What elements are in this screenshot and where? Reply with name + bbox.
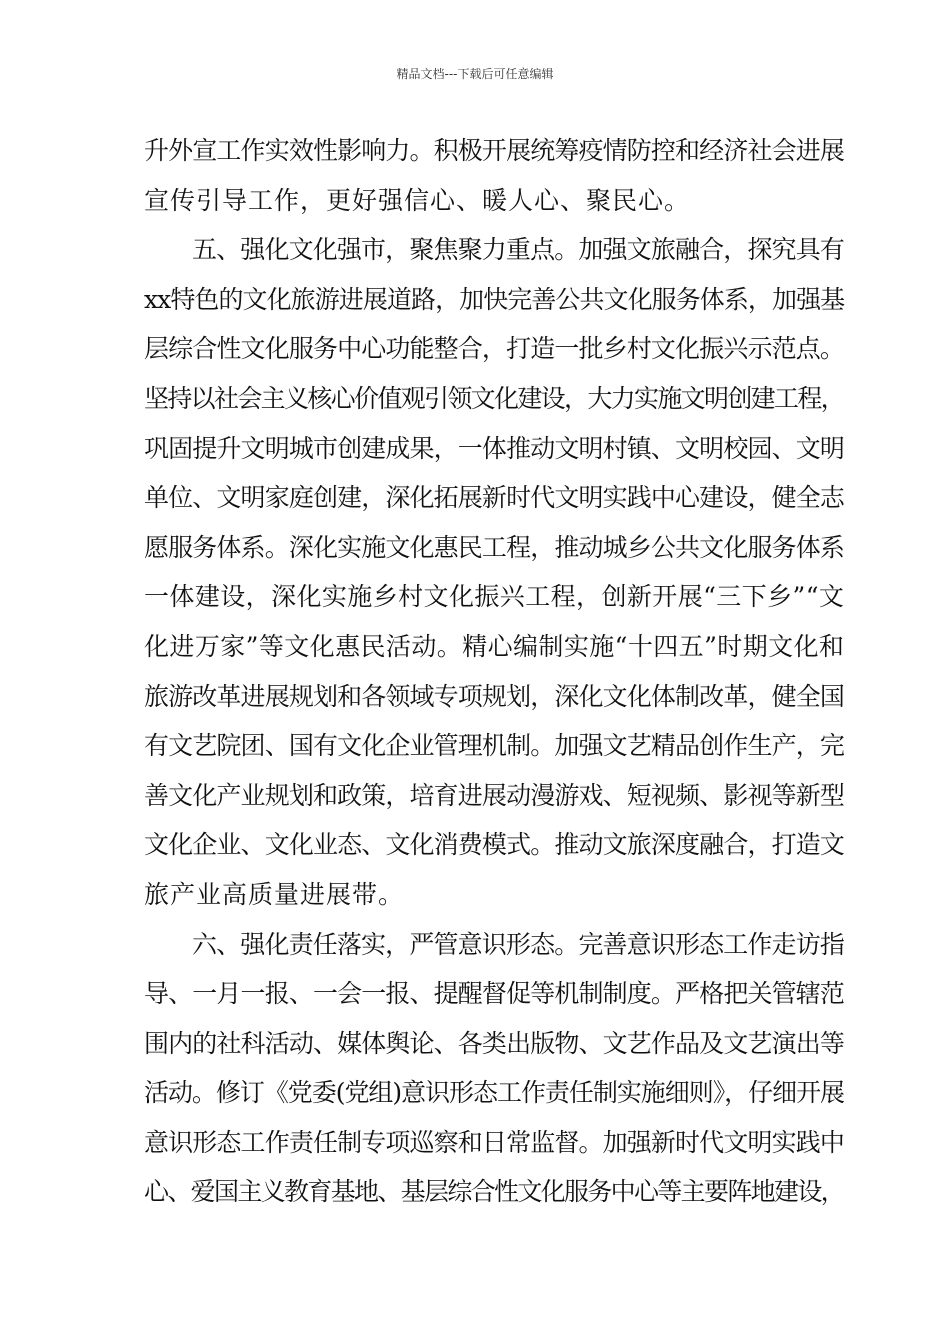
text-line-15: 文化企业、文化业态、文化消费模式。推动文旅深度融合，打造文 <box>144 830 845 860</box>
text-line-6: 坚持以社会主义核心价值观引领文化建设，大力实施文明创建工程， <box>144 383 845 413</box>
text-line-10: 一体建设，深化实施乡村文化振兴工程，创新开展“三下乡”“文 <box>144 582 845 612</box>
text-line-20: 活动。修订《党委(党组)意识形态工作责任制实施细则》，仔细开展 <box>144 1078 845 1108</box>
text-line-22: 心、爱国主义教育基地、基层综合性文化服务中心等主要阵地建设， <box>144 1177 845 1207</box>
text-line-2: 宣传引导工作，更好强信心、暖人心、聚民心。 <box>144 185 691 215</box>
text-line-11: 化进万家”等文化惠民活动。精心编制实施“十四五”时期文化和 <box>144 631 845 661</box>
text-line-12: 旅游改革进展规划和各领域专项规划，深化文化体制改革，健全国 <box>144 681 845 711</box>
text-line-19: 围内的社科活动、媒体舆论、各类出版物、文艺作品及文艺演出等 <box>144 1028 845 1058</box>
text-line-14: 善文化产业规划和政策，培育进展动漫游戏、短视频、影视等新型 <box>144 780 845 810</box>
text-line-8: 单位、文明家庭创建，深化拓展新时代文明实践中心建设，健全志 <box>144 483 845 513</box>
document-body <box>144 131 844 1222</box>
text-line-21: 意识形态工作责任制专项巡察和日常监督。加强新时代文明实践中 <box>144 1127 845 1157</box>
text-line-7: 巩固提升文明城市创建成果，一体推动文明村镇、文明校园、文明 <box>144 433 845 463</box>
paragraph-5-start: 五、强化文化强市，聚焦聚力重点。加强文旅融合，探究具有 <box>192 235 845 265</box>
text-line-9: 愿服务体系。深化实施文化惠民工程，推动城乡公共文化服务体系 <box>144 532 845 562</box>
text-line-1: 升外宣工作实效性影响力。积极开展统筹疫情防控和经济社会进展 <box>144 136 845 165</box>
text-line-5: 层综合性文化服务中心功能整合，打造一批乡村文化振兴示范点。 <box>144 334 845 364</box>
text-line-13: 有文艺院团、国有文化企业管理机制。加强文艺精品创作生产，完 <box>144 731 845 761</box>
text-line-18: 导、一月一报、一会一报、提醒督促等机制制度。严格把关管辖范 <box>144 979 845 1009</box>
text-line-16: 旅产业高质量进展带。 <box>144 879 405 909</box>
paragraph-6-start: 六、强化责任落实，严管意识形态。完善意识形态工作走访指 <box>192 929 845 959</box>
page-header: 精品文档---下载后可任意编辑 <box>396 67 554 81</box>
text-line-4: xx特色的文化旅游进展道路，加快完善公共文化服务体系，加强基 <box>144 284 845 314</box>
